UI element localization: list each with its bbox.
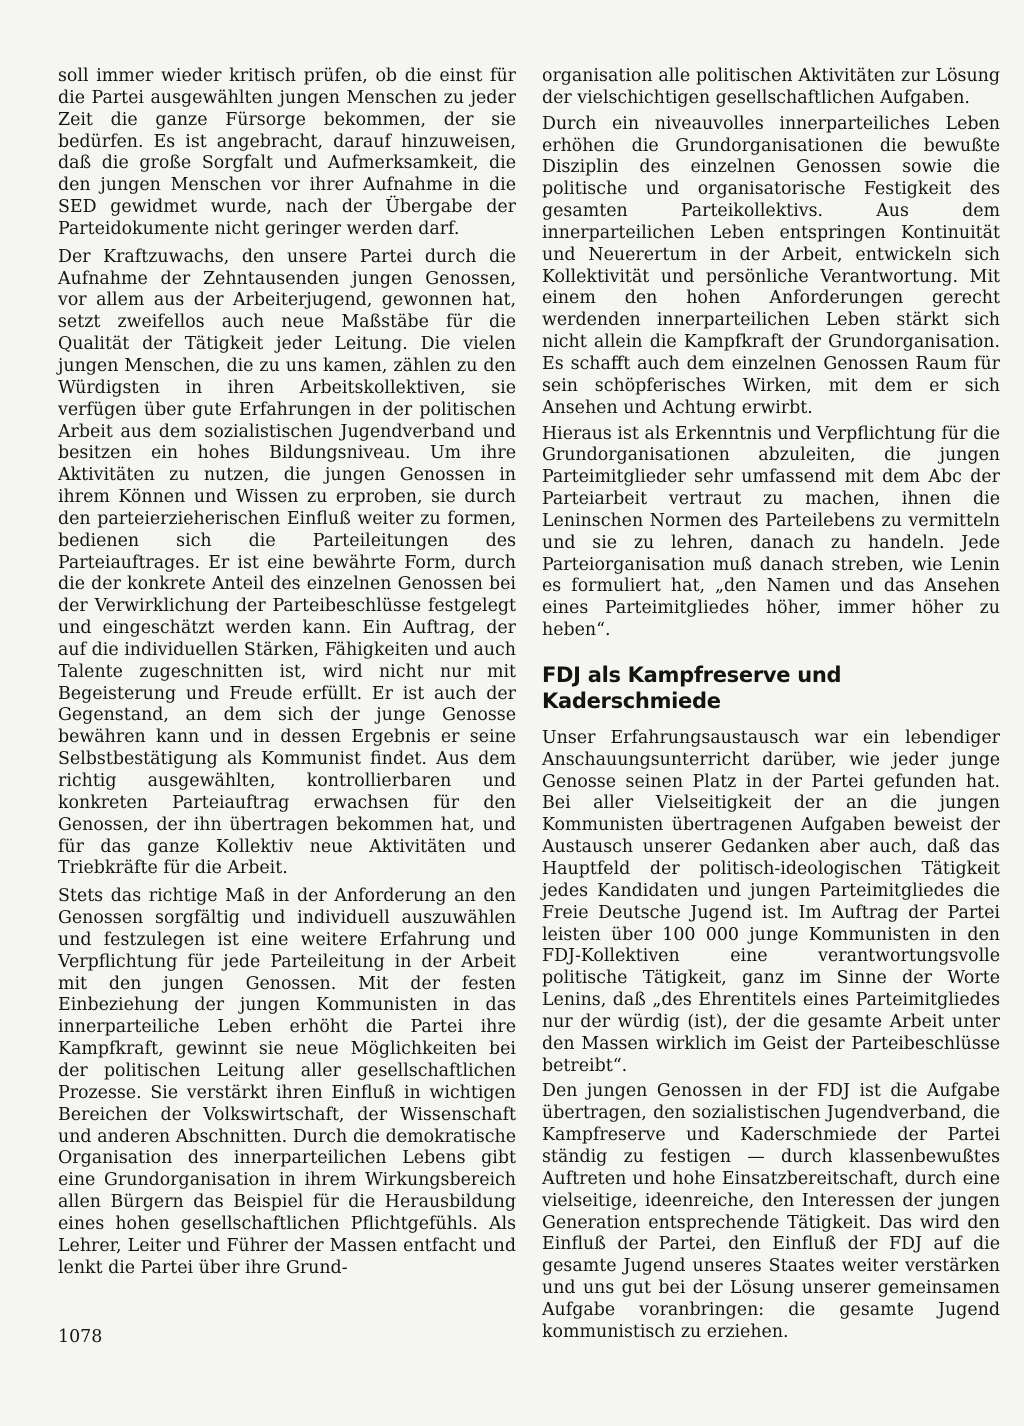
right-column [542, 66, 1000, 1348]
left-column [58, 66, 516, 1283]
paragraph: soll immer wieder kritisch prüfen, ob die einst für die Partei ausgewählten jungen Menschen zu jeder Zeit die ganze Fürsorge bekommen, der sie bedürfen. Es ist angebracht, darauf hinzuweisen, daß die große Sorgfalt und Aufmerksamkeit, die den jungen Menschen vor ihrer Aufnahme in die SED gewidmet wurde, nach der Übergabe der Parteidokumente nicht geringer werden darf. [58, 66, 516, 239]
page-number: 1078 [58, 1327, 103, 1347]
paragraph: organisation alle politischen Aktivitäten zur Lösung der vielschichtigen gesellschaftlichen Aufgaben. [542, 66, 1000, 108]
paragraph: Der Kraftzuwachs, den unsere Partei durch die Aufnahme der Zehntausenden jungen Genossen, vor allem aus der Arbeiterjugend, gewonnen hat, setzt zweifellos auch neue Maßstäbe für die Qualität der Tätigkeit jeder Leitung. Die vielen jungen Menschen, die zu uns kamen, zählen zu den Würdigsten in ihren Arbeitskollektiven, sie verfügen über gute Erfahrungen in der politischen Arbeit aus dem sozialistischen Jugendverband und besitzen ein hohes Bildungsniveau. Um ihre Aktivitäten zu nutzen, die jungen Genossen in ihrem Können und Wissen zu erproben, sie durch den parteierzieherischen Einfluß weiter zu formen, bedienen sich die Parteileitungen des Parteiauftrages. Er ist eine bewährte Form, durch die der konkrete Anteil des einzelnen Genossen bei der Verwirklichung der Parteibeschlüsse festgelegt und eingeschätzt werden kann. Ein Auftrag, der auf die individuellen Stärken, Fähigkeiten und auch Talente zugeschnitten ist, wird nicht nur mit Begeisterung und Freude erfüllt. Er ist auch der Gegenstand, an dem sich der junge Genosse bewähren kann und in dessen Ergebnis er seine Selbstbestätigung als Kommunist findet. Aus dem richtig ausgewählten, kontrollierbaren und konkreten Parteiauftrag erwachsen für den Genossen, der ihn übertragen bekommen hat, und für das ganze Kollektiv neue Aktivitäten und Triebkräfte für die Arbeit. [58, 246, 516, 879]
paragraph: Hieraus ist als Erkenntnis und Verpflichtung für die Grundorganisationen abzuleiten, die jungen Parteimitglieder sehr umfassend mit dem Abc der Parteiarbeit vertraut zu machen, ihnen die Leninschen Normen des Parteilebens zu vermitteln und sie zu lehren, danach zu handeln. Jede Parteiorganisation muß danach streben, wie Lenin es formuliert hat, „den Namen und das Ansehen eines Parteimitgliedes höher, immer höher zu heben“. [542, 423, 1000, 641]
paragraph: Stets das richtige Maß in der Anforderung an den Genossen sorgfältig und individuell auszuwählen und festzulegen ist eine weitere Erfahrung und Verpflichtung für jede Parteileitung in der Arbeit mit den jungen Genossen. Mit der festen Einbeziehung der jungen Kommunisten in das innerparteiliche Leben erhöht die Partei ihre Kampfkraft, gewinnt sie neue Möglichkeiten bei der politischen Leitung aller gesellschaftlichen Prozesse. Sie verstärkt ihren Einfluß in wichtigen Bereichen der Volkswirtschaft, der Wissenschaft und anderen Abschnitten. Durch die demokratische Organisation des innerparteilichen Lebens gibt eine Grundorganisation in ihrem Wirkungsbereich allen Bürgern das Beispiel für die Herausbildung eines hohen gesellschaftlichen Pflichtgefühls. Als Lehrer, Leiter und Führer der Massen entfacht und lenkt die Partei über ihre Grund- [58, 886, 516, 1278]
paragraph: Den jungen Genossen in der FDJ ist die Aufgabe übertragen, den sozialistischen Jugendverband, die Kampfreserve und Kaderschmiede der Partei ständig zu festigen — durch klassenbewußtes Auftreten und hohe Einsatzbereitschaft, durch eine vielseitige, ideenreiche, den Interessen der jungen Generation entsprechende Tätigkeit. Das wird den Einfluß der Partei, den Einfluß der FDJ auf die gesamte Jugend unseres Staates weiter verstärken und uns gut bei der Lösung unserer gemeinsamen Aufgabe voranbringen: die gesamte Jugend kommunistisch zu erziehen. [542, 1081, 1000, 1342]
section-heading: FDJ als Kampfreserve und Kaderschmiede [542, 662, 842, 713]
paragraph: Unser Erfahrungsaustausch war ein lebendiger Anschauungsunterricht darüber, wie jeder junge Genosse seinen Platz in der Partei gefunden hat. Bei aller Vielseitigkeit der an die jungen Kommunisten übertragenen Aufgaben beweist der Austausch unserer Gedanken aber auch, daß das Hauptfeld der politisch-ideologischen Tätigkeit jedes Kandidaten und jungen Parteimitgliedes die Freie Deutsche Jugend ist. Im Auftrag der Partei leisten über 100 000 junge Kommunisten in den FDJ-Kollektiven eine verantwortungsvolle politische Tätigkeit, ganz im Sinne der Worte Lenins, daß „des Ehrentitels eines Parteimitgliedes nur der würdig (ist), der die gesamte Arbeit unter den Massen wirklich im Geist der Parteibeschlüsse betreibt“. [542, 727, 1000, 1076]
paragraph: Durch ein niveauvolles innerparteiliches Leben erhöhen die Grundorganisationen die bewußte Disziplin des einzelnen Genossen sowie die politische und organisatorische Festigkeit des gesamten Parteikollektivs. Aus dem innerparteilichen Leben entspringen Kontinuität und Neuerertum in der Arbeit, entwickeln sich Kollektivität und persönliche Verantwortung. Mit einem den hohen Anforderungen gerecht werdenden innerparteilichen Leben stärkt sich nicht allein die Kampfkraft der Grundorganisation. Es schafft auch dem einzelnen Genossen Raum für sein schöpferisches Wirken, mit dem er sich Ansehen und Achtung erwirbt. [542, 113, 1000, 418]
